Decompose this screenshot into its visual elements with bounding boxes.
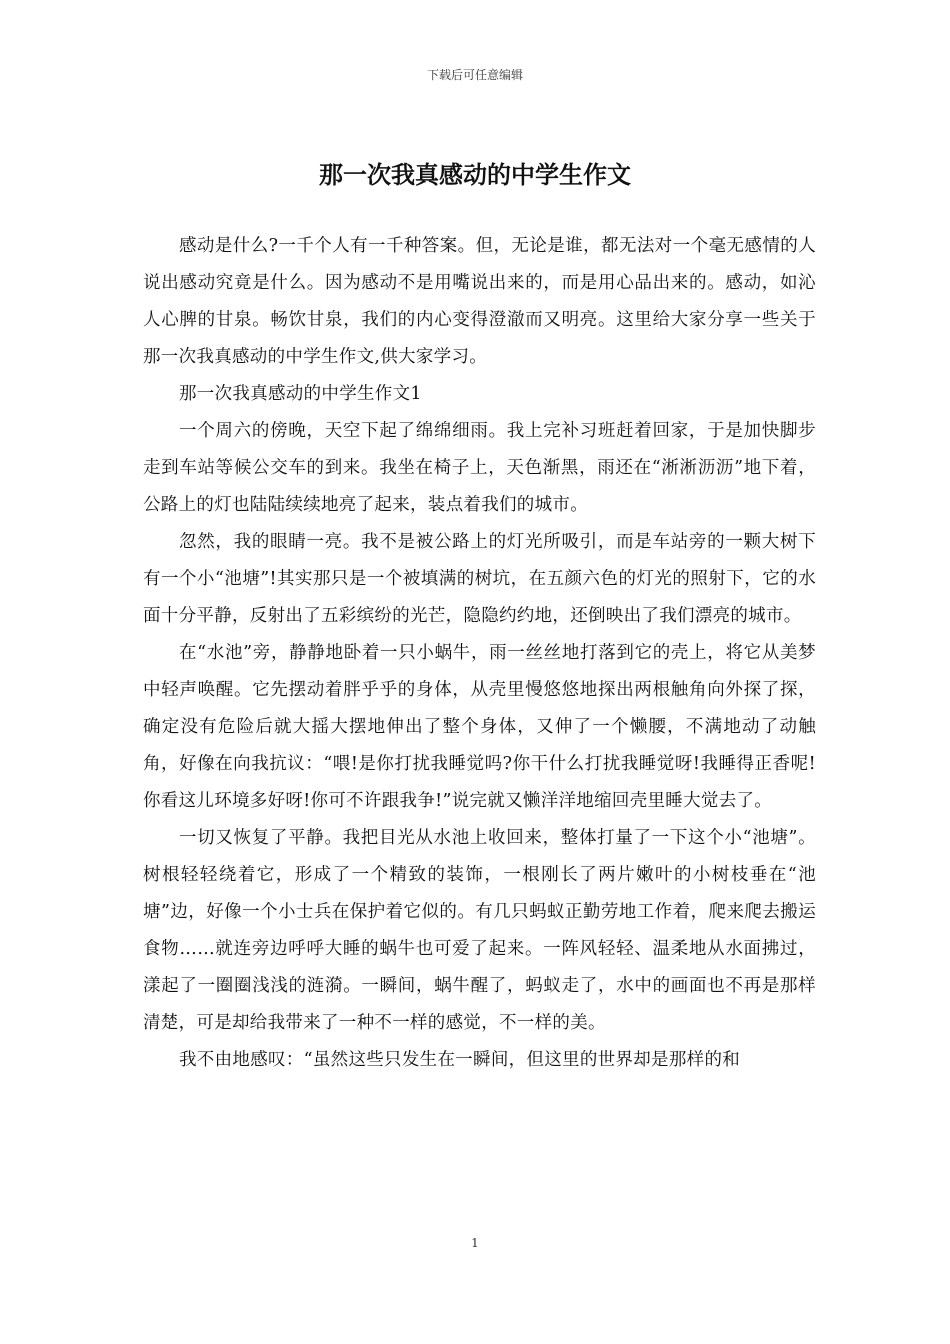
- header-note: 下载后可任意编辑: [426, 68, 523, 82]
- paragraph-5: 我不由地感叹：“虽然这些只发生在一瞬间，但这里的世界却是那样的和: [179, 1050, 741, 1070]
- paragraph-1: 一个周六的傍晚，天空下起了绵绵细雨。我上完补习班赶着回家，于是加快脚步走到车站等候公交车的到来。我坐在椅子上，天色渐黑，雨还在“淅淅沥沥”地下着，公路上的灯也陆陆续续地亮了起来，装点着我们的城市。: [143, 421, 816, 515]
- document-title: 那一次我真感动的中学生作文: [319, 161, 631, 189]
- section-heading: 那一次我真感动的中学生作文1: [179, 384, 422, 404]
- document-body: [143, 228, 816, 1079]
- paragraph-3: 在“水池”旁，静静地卧着一只小蜗牛，雨一丝丝地打落到它的壳上，将它从美梦中轻声唤醒。它先摆动着胖乎乎的身体，从壳里慢悠悠地探出两根触角向外探了探，确定没有危险后就大摇大摆地伸出了整个身体，又伸了一个懒腰，不满地动了动触角，好像在向我抗议：“喂!是你打扰我睡觉吗?你干什么打扰我睡觉呀!我睡得正香呢!你看这儿环境多好呀!你可不许跟我争!”说完就又懒洋洋地缩回壳里睡大觉去了。: [143, 643, 816, 811]
- paragraph-4: 一切又恢复了平静。我把目光从水池上收回来，整体打量了一下这个小“池塘”。树根轻轻绕着它，形成了一个精致的装饰，一根刚长了两片嫩叶的小树枝垂在“池塘”边，好像一个小士兵在保护着它似的。有几只蚂蚁正勤劳地工作着，爬来爬去搬运食物……就连旁边呼呼大睡的蜗牛也可爱了起来。一阵风轻轻、温柔地从水面拂过，漾起了一圈圈浅浅的涟漪。一瞬间，蜗牛醒了，蚂蚁走了，水中的画面也不再是那样清楚，可是却给我带来了一种不一样的感觉，不一样的美。: [143, 828, 816, 1033]
- page-number: 1: [471, 1236, 479, 1250]
- paragraph-intro: 感动是什么?一千个人有一千种答案。但，无论是谁，都无法对一个毫无感情的人说出感动究竟是什么。因为感动不是用嘴说出来的，而是用心品出来的。感动，如沁人心脾的甘泉。畅饮甘泉，我们的内心变得澄澈而又明亮。这里给大家分享一些关于那一次我真感动的中学生作文,供大家学习。: [143, 236, 816, 367]
- paragraph-2: 忽然，我的眼睛一亮。我不是被公路上的灯光所吸引，而是车站旁的一颗大树下有一个小“池塘”!其实那只是一个被填满的树坑，在五颜六色的灯光的照射下，它的水面十分平静，反射出了五彩缤纷的光芒，隐隐约约地，还倒映出了我们漂亮的城市。: [143, 532, 816, 626]
